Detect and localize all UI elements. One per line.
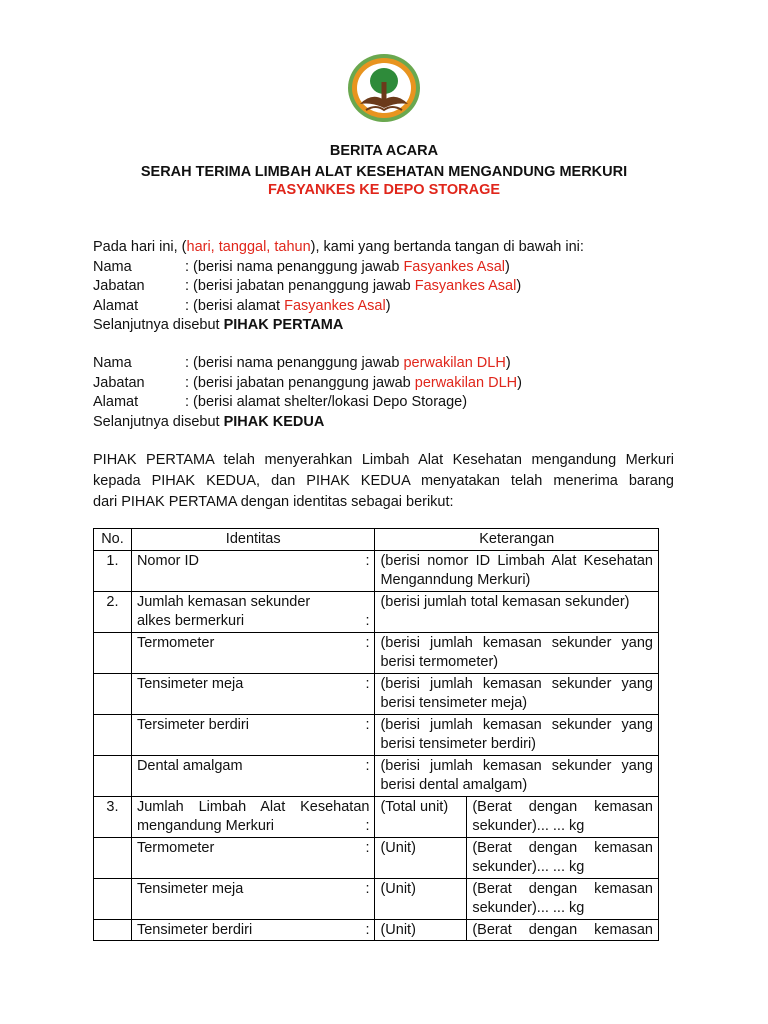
party2-designation: Selanjutnya disebut PIHAK KEDUA: [93, 414, 325, 430]
table-row: 3. Jumlah Limbah Alat Kesehatan mengandung Merkuri : (Total unit) (Berat dengan kemasan sekunder)... ... kg: [94, 796, 659, 837]
table-row: Tersimeter berdiri : (berisi jumlah kemasan sekunder yang berisi tensimeter berdiri): [94, 714, 659, 755]
table-header-row: [94, 529, 659, 551]
table-row: Tensimeter meja : (Unit) (Berat dengan kemasan sekunder)... ... kg: [94, 878, 659, 919]
party2-jabatan: Jabatan : (berisi jabatan penanggung jawab perwakilan DLH): [93, 375, 522, 391]
party2-nama: Nama : (berisi nama penanggung jawab perwakilan DLH): [93, 355, 511, 371]
header-identitas: Identitas: [131, 529, 375, 551]
party1-alamat: Alamat : (berisi alamat Fasyankes Asal): [93, 298, 391, 314]
party1-jabatan: Jabatan : (berisi jabatan penanggung jawab Fasyankes Asal): [93, 278, 522, 294]
party1-designation: Selanjutnya disebut PIHAK PERTAMA: [93, 317, 344, 333]
header-no: No.: [94, 529, 132, 551]
document-subtitle: SERAH TERIMA LIMBAH ALAT KESEHATAN MENGANDUNG MERKURI: [140, 164, 628, 180]
ministry-logo-icon: [346, 52, 422, 124]
document-title: BERITA ACARA: [329, 143, 439, 159]
body-paragraph: PIHAK PERTAMA telah menyerahkan Limbah Alat Kesehatan mengandung Merkuri kepada PIHAK KEDUA, dan PIHAK KEDUA menyatakan telah menerima barang dari PIHAK PERTAMA dengan identitas sebagai berikut:: [93, 452, 674, 510]
party2-alamat: Alamat : (berisi alamat shelter/lokasi Depo Storage): [93, 394, 468, 410]
table-row: Termometer : (Unit) (Berat dengan kemasan sekunder)... ... kg: [94, 837, 659, 878]
table-row: Dental amalgam : (berisi jumlah kemasan sekunder yang berisi dental amalgam): [94, 755, 659, 796]
party1-nama: Nama : (berisi nama penanggung jawab Fasyankes Asal): [93, 259, 510, 275]
table-row: 2. Jumlah kemasan sekunder alkes bermerkuri : (berisi jumlah total kemasan sekunder): [94, 591, 659, 632]
header-keterangan: Keterangan: [375, 529, 659, 551]
table-row: Tensimeter meja : (berisi jumlah kemasan sekunder yang berisi tensimeter meja): [94, 673, 659, 714]
opening-line: Pada hari ini, (hari, tanggal, tahun), kami yang bertanda tangan di bawah ini:: [93, 239, 584, 255]
document-subtitle-red: FASYANKES KE DEPO STORAGE: [267, 182, 501, 198]
table-row: Tensimeter berdiri : (Unit) (Berat dengan kemasan: [94, 919, 659, 941]
table-row: Termometer : (berisi jumlah kemasan sekunder yang berisi termometer): [94, 632, 659, 673]
table-row: 1. Nomor ID : (berisi nomor ID Limbah Alat Kesehatan Menganndung Merkuri): [94, 550, 659, 591]
identity-table: [93, 528, 659, 941]
